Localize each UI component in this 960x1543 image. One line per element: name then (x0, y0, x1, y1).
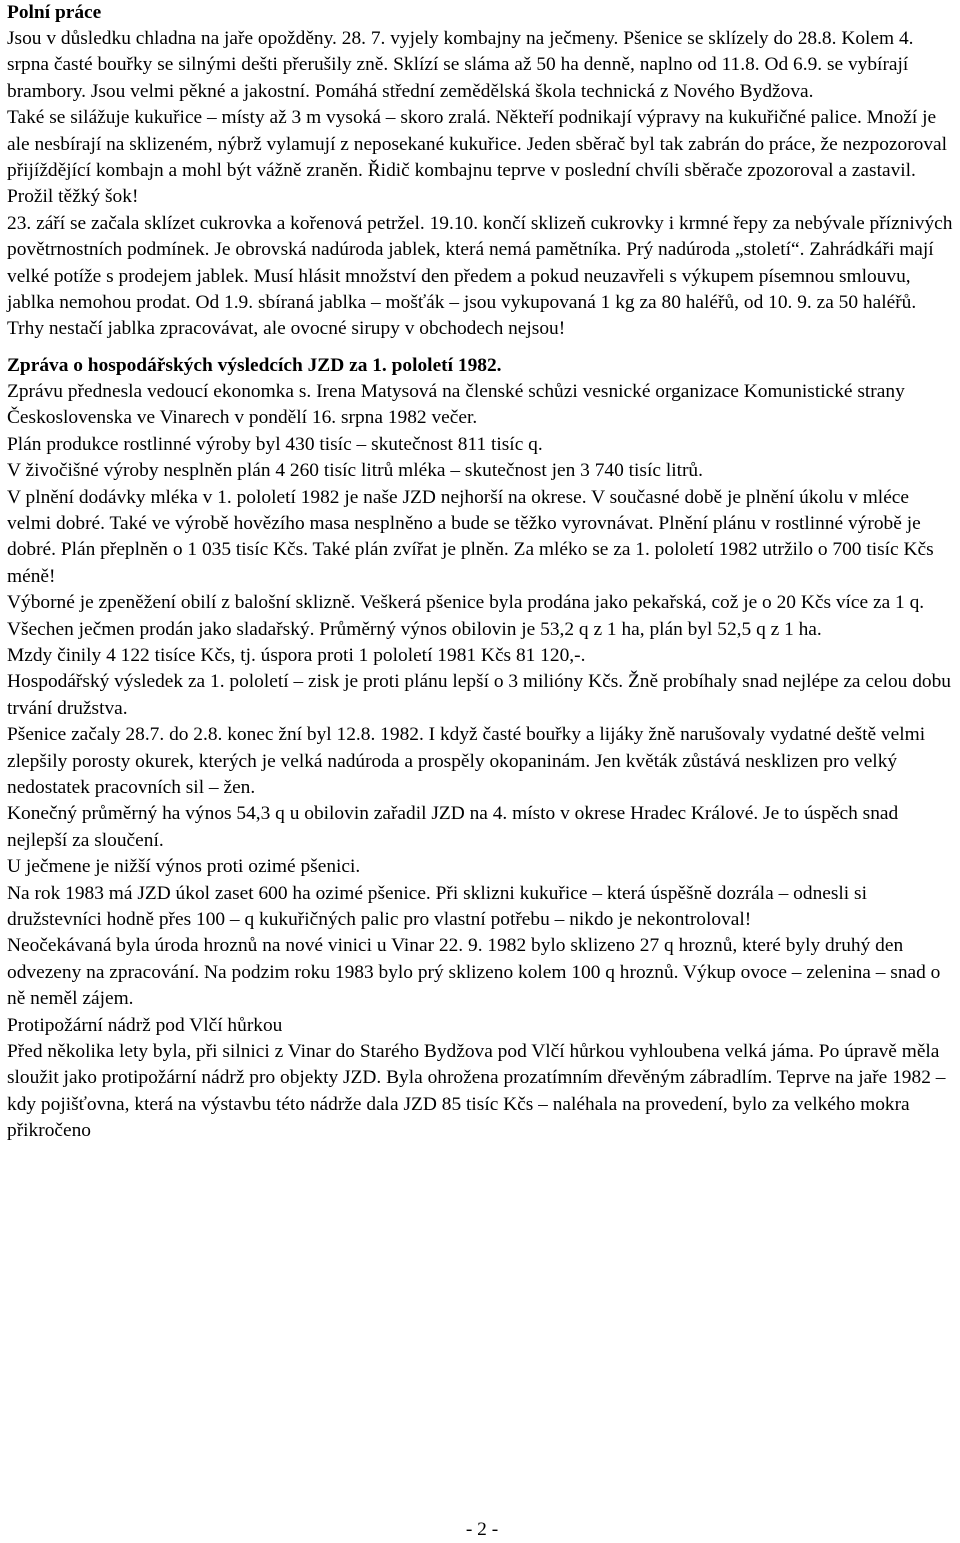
paragraph: 23. září se začala sklízet cukrovka a kořenová petržel. 19.10. končí sklizeň cukrovky i krmné řepy za nebývale příznivých povětrnostních podmínek. Je obrovská nadúroda jablek, která nemá pamětníka. Prý nadúroda „století“. Zahrádkáři mají velké potíže s prodejem jablek. Musí hlásit množství den předem a pokud neuzavřeli s výkupem písemnou smlouvu, jablka nemohou prodat. Od 1.9. sbíraná jablka – mošťák – jsou vykupovaná 1 kg za 80 haléřů, od 10. 9. za 50 haléřů. (7, 212, 953, 314)
paragraph: Mzdy činily 4 122 tisíce Kčs, tj. úspora proti 1 pololetí 1981 Kčs 81 120,-. (7, 644, 586, 666)
paragraph: Jsou v důsledku chladna na jaře opožděny. 28. 7. vyjely kombajny na ječmeny. Pšenice se sklízely do 28.8. Kolem 4. srpna časté bouřky se silnými dešti přerušily zně. Sklízí se sláma až 50 ha denně, naplno od 11.8. Od 6.9. se vybírají brambory. Jsou velmi pěkné a jakostní. Pomáhá střední zemědělská škola technická z Nového Bydžova. (7, 28, 914, 102)
section-zprava-jzd (7, 353, 957, 1145)
paragraph: Konečný průměrný ha výnos 54,3 q u obilovin zařadil JZD na 4. místo v okrese Hradec Králové. Je to úspěch snad nejlepší za sloučení. (7, 803, 899, 851)
paragraph: Také se silážuje kukuřice – místy až 3 m vysoká – skoro zralá. Někteří podnikají výpravy na kukuřičné palice. Množí je ale nesbírají na sklizeném, nýbrž vylamují z neposekané kukuřice. Jeden sběrač byl tak zabrán do práce, že nezpozoroval přijíždějící kombajn a mohl být vážně zraněn. Řidič kombajnu teprve v poslední chvíli sběrače zpozoroval a zastavil. Prožil těžký šok! (7, 107, 948, 208)
paragraph: Před několika lety byla, při silnici z Vinar do Starého Bydžova pod Vlčí hůrkou vyhloubena velká jáma. Po úpravě měla sloužit jako protipožární nádrž pro objekty JZD. Byla ohrožena prozatímním dřevěným zábradlím. Teprve na jaře 1982 – kdy pojišťovna, která na výstavbu této nádrže dala JZD 85 tisíc Kčs – naléhala na provedení, bylo za velkého mokra přikročeno (7, 1041, 946, 1142)
paragraph: Trhy nestačí jablka zpracovávat, ale ovocné sirupy v obchodech nejsou! (7, 318, 566, 340)
section-polni-prace (7, 0, 957, 343)
paragraph: V plnění dodávky mléka v 1. pololetí 1982 je naše JZD nejhorší na okrese. V současné době je plnění úkolu v mlécе velmi dobré. Také ve výrobě hovězího masa nesplněno a bude se těžko vyrovnávat. Plnění plánu v rostlinné výrobě je dobré. Plán přeplněn o 1 035 tisíc Kčs. Také plán zvířat je plněn. Za mléko se za 1. pololetí 1982 utržilo o 700 tisíc Kčs méně! (7, 486, 934, 587)
paragraph: Pšenice začaly 28.7. do 2.8. konec žní byl 12.8. 1982. I když časté bouřky a lijáky žně narušovaly vydatné deště velmi zlepšily porosty okurek, kterých je velká nadúroda a prospěly okopaninám. Jen květák zůstává nesklizen pro velký nedostatek pracovních sil – žen. (7, 724, 926, 798)
paragraph: Výborné je zpeněžení obilí z balošní sklizně. Veškerá pšenice byla prodána jako pekařská, což je o 20 Kčs více za 1 q. Všechen ječmen prodán jako sladařský. Průměrný výnos obilovin je 53,2 q z 1 ha, plán byl 52,5 q z 1 ha. (7, 592, 925, 640)
document-page (7, 0, 957, 1145)
page-number: - 2 - (465, 1519, 499, 1540)
section-heading: Polní práce (7, 2, 102, 23)
subheading-line: Protipožární nádrž pod Vlčí hůrkou (7, 1014, 283, 1036)
section-heading: Zpráva o hospodářských výsledcích JZD za 1. pololetí 1982. (7, 354, 502, 376)
paragraph: Zprávu přednesla vedoucí ekonomka s. Irena Matysová na členské schůzi vesnické organizace Komunistické strany Československa ve Vinarech v pondělí 16. srpna 1982 večer. (7, 380, 905, 429)
paragraph: Hospodářský výsledek za 1. pololetí – zisk je proti plánu lepší o 3 milióny Kčs. Žně probíhaly snad nejlépe za celou dobu trvání družstva. (7, 671, 952, 719)
paragraph: V živočišné výroby nesplněn plán 4 260 tisíc litrů mléka – skutečnost jen 3 740 tisíc litrů. (7, 460, 703, 482)
page-footer (0, 1518, 960, 1542)
paragraph: Neočekávaná byla úroda hroznů na nové vinici u Vinar 22. 9. 1982 bylo sklizeno 27 q hroznů, které byly druhý den odvezeny na zpracování. Na podzim roku 1983 bylo prý sklizeno kolem 100 q hroznů. Výkup ovoce – zelenina – snad o ně neměl zájem. (7, 935, 941, 1010)
paragraph: Plán produkce rostlinné výroby byl 430 tisíc – skutečnost 811 tisíc q. (7, 433, 543, 455)
paragraph: Na rok 1983 má JZD úkol zaset 600 ha ozimé pšenice. Při sklizni kukuřice – která úspěšně dozrála – odnesli si družstevníci hodně přes 100 – q kukuřičných palic pro vlastní potřebu – nikdo je nekontroloval! (7, 882, 867, 930)
paragraph: U ječmene je nižší výnos proti ozimé pšenici. (7, 856, 361, 878)
